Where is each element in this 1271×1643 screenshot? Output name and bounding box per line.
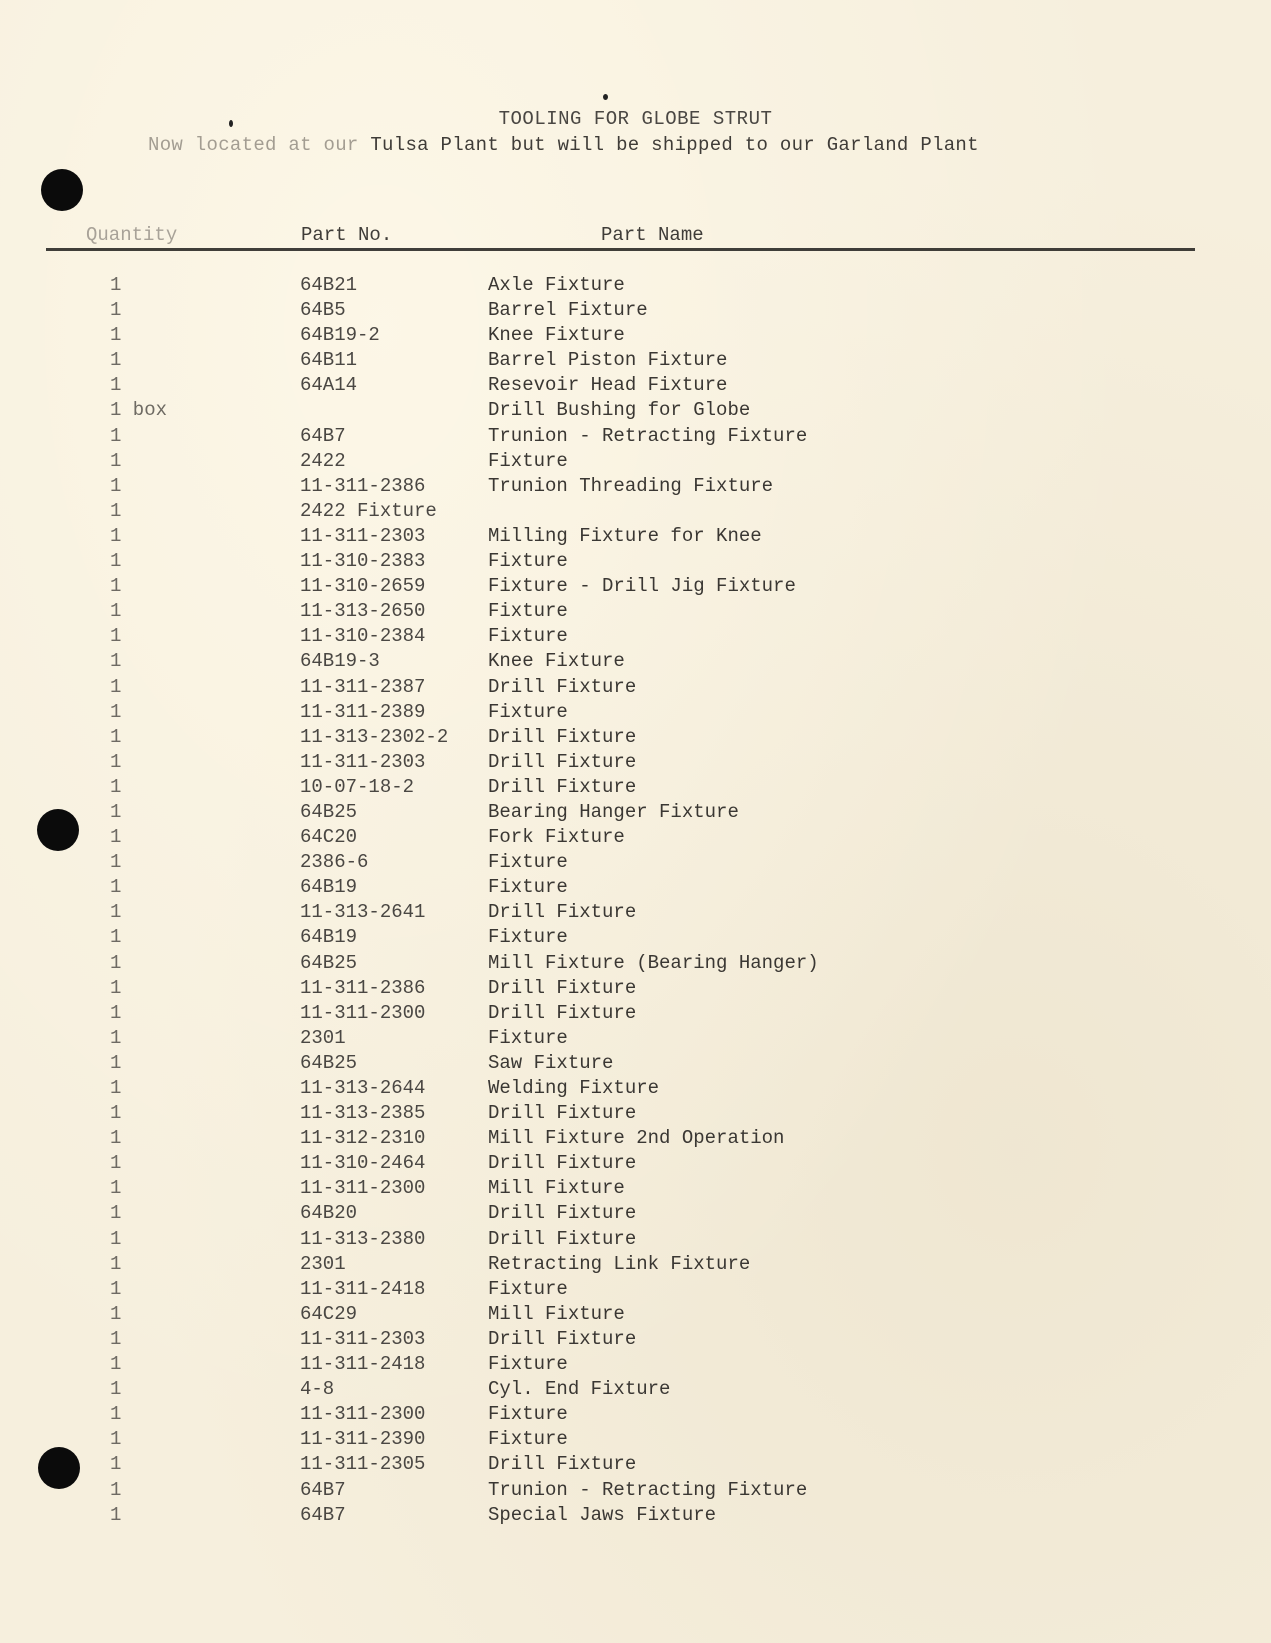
quantity-cell: 1 xyxy=(110,1378,122,1401)
quantity-cell: 1 xyxy=(110,750,122,773)
table-row xyxy=(0,1227,1271,1252)
part-no-cell: 11-313-2302-2 xyxy=(300,725,449,748)
table-row xyxy=(0,1176,1271,1201)
part-name-cell: Knee Fixture xyxy=(488,650,625,673)
quantity-cell: 1 xyxy=(110,1127,122,1150)
part-name-cell: Fixture xyxy=(488,550,568,573)
table-row xyxy=(0,1026,1271,1051)
table-row xyxy=(0,1327,1271,1352)
table-row xyxy=(0,1001,1271,1026)
quantity-cell: 1 xyxy=(110,1252,122,1275)
quantity-cell: 1 xyxy=(110,1277,122,1300)
part-no-cell: 11-311-2386 xyxy=(300,976,426,999)
quantity-cell: 1 xyxy=(110,299,122,322)
table-row xyxy=(0,675,1271,700)
part-no-cell: 11-310-2383 xyxy=(300,550,426,573)
part-name-cell: Barrel Piston Fixture xyxy=(488,349,728,372)
quantity-cell: 1 xyxy=(110,575,122,598)
quantity-cell: 1 xyxy=(110,826,122,849)
subtitle-faded-part: Now located at our xyxy=(148,134,359,156)
part-no-cell: 64B25 xyxy=(300,951,358,974)
part-no-cell: 11-313-2380 xyxy=(300,1227,426,1250)
quantity-cell: 1 xyxy=(110,650,122,673)
table-row xyxy=(0,549,1271,574)
part-name-cell: Drill Fixture xyxy=(488,901,637,924)
quantity-cell: 1 xyxy=(110,1478,122,1501)
quantity-cell: 1 xyxy=(110,449,122,472)
part-name-cell: Trunion - Retracting Fixture xyxy=(488,1478,808,1501)
table-row xyxy=(0,273,1271,298)
table-row xyxy=(0,348,1271,373)
header-rule xyxy=(46,248,1195,251)
table-row xyxy=(0,925,1271,950)
table-row xyxy=(0,1478,1271,1503)
quantity-cell: 1 xyxy=(110,1202,122,1225)
part-no-cell: 11-311-2418 xyxy=(300,1277,426,1300)
quantity-cell: 1 xyxy=(110,1403,122,1426)
part-no-cell: 64B19-3 xyxy=(300,650,380,673)
quantity-cell: 1 xyxy=(110,775,122,798)
table-row xyxy=(0,1201,1271,1226)
quantity-cell: 1 xyxy=(110,1227,122,1250)
part-name-cell: Barrel Fixture xyxy=(488,299,648,322)
quantity-cell: 1 xyxy=(110,1428,122,1451)
part-no-cell: 11-313-2641 xyxy=(300,901,426,924)
part-no-cell: 11-310-2464 xyxy=(300,1152,426,1175)
table-row xyxy=(0,649,1271,674)
part-name-cell: Fixture xyxy=(488,851,568,874)
part-no-cell: 2301 xyxy=(300,1026,346,1049)
table-row xyxy=(0,1377,1271,1402)
part-name-cell: Trunion - Retracting Fixture xyxy=(488,424,808,447)
quantity-cell: 1 xyxy=(110,951,122,974)
quantity-cell: 1 xyxy=(110,374,122,397)
part-no-cell: 11-311-2300 xyxy=(300,1177,426,1200)
part-name-cell: Drill Fixture xyxy=(488,1102,637,1125)
table-row xyxy=(0,1427,1271,1452)
quantity-cell: 1 xyxy=(110,1026,122,1049)
table-row xyxy=(0,499,1271,524)
quantity-cell: 1 xyxy=(110,1453,122,1476)
quantity-cell: 1 xyxy=(110,901,122,924)
part-name-cell: Knee Fixture xyxy=(488,324,625,347)
table-row xyxy=(0,474,1271,499)
part-name-cell: Drill Fixture xyxy=(488,1001,637,1024)
part-no-cell: 11-311-2300 xyxy=(300,1403,426,1426)
part-name-cell: Mill Fixture (Bearing Hanger) xyxy=(488,951,819,974)
part-no-cell: 2301 xyxy=(300,1252,346,1275)
table-row xyxy=(0,398,1271,423)
table-row xyxy=(0,1076,1271,1101)
table-row xyxy=(0,850,1271,875)
part-name-cell: Special Jaws Fixture xyxy=(488,1503,717,1526)
part-no-cell: 64B11 xyxy=(300,349,358,372)
part-name-cell: Drill Bushing for Globe xyxy=(488,399,751,422)
part-no-cell: 64B21 xyxy=(300,274,358,296)
table-row xyxy=(0,373,1271,398)
table-row xyxy=(0,1402,1271,1427)
part-name-cell: Fixture xyxy=(488,600,568,623)
part-no-cell: 64C20 xyxy=(300,826,358,849)
part-name-cell: Fixture xyxy=(488,926,568,949)
quantity-cell: 1 xyxy=(110,349,122,372)
part-name-cell: Trunion Threading Fixture xyxy=(488,474,774,497)
table-row xyxy=(0,424,1271,449)
table-row xyxy=(0,1151,1271,1176)
part-name-cell: Drill Fixture xyxy=(488,675,637,698)
table-row xyxy=(0,449,1271,474)
table-row xyxy=(0,725,1271,750)
column-header-part-name: Part Name xyxy=(601,224,704,246)
quantity-cell: 1 xyxy=(110,976,122,999)
quantity-cell: 1 xyxy=(110,851,122,874)
part-no-cell: 2422 xyxy=(300,449,346,472)
part-name-cell: Drill Fixture xyxy=(488,750,637,773)
table-row xyxy=(0,976,1271,1001)
part-name-cell: Cyl. End Fixture xyxy=(488,1378,671,1401)
part-name-cell: Fixture - Drill Jig Fixture xyxy=(488,575,796,598)
part-no-cell: 64B19 xyxy=(300,926,358,949)
part-no-cell: 4-8 xyxy=(300,1378,335,1401)
part-name-cell: Fixture xyxy=(488,1403,568,1426)
document-subtitle xyxy=(148,134,979,156)
ink-speck xyxy=(603,94,608,100)
part-no-cell: 11-312-2310 xyxy=(300,1127,426,1150)
part-name-cell: Drill Fixture xyxy=(488,1453,637,1476)
part-no-cell: 2386-6 xyxy=(300,851,369,874)
quantity-cell: 1 xyxy=(110,474,122,497)
quantity-cell: 1 xyxy=(110,1302,122,1325)
parts-table xyxy=(0,273,1271,1528)
table-row xyxy=(0,1051,1271,1076)
part-name-cell: Fixture xyxy=(488,449,568,472)
part-no-cell: 64B7 xyxy=(300,424,346,447)
table-row xyxy=(0,599,1271,624)
quantity-cell: 1 xyxy=(110,800,122,823)
quantity-cell: 1 xyxy=(110,600,122,623)
part-name-cell: Retracting Link Fixture xyxy=(488,1252,751,1275)
part-name-cell: Milling Fixture for Knee xyxy=(488,524,762,547)
table-row xyxy=(0,700,1271,725)
part-name-cell: Saw Fixture xyxy=(488,1051,614,1074)
part-no-cell: 10-07-18-2 xyxy=(300,775,415,798)
part-no-cell: 11-310-2659 xyxy=(300,575,426,598)
part-name-cell: Drill Fixture xyxy=(488,976,637,999)
part-name-cell: Fork Fixture xyxy=(488,826,625,849)
part-no-cell: 11-311-2387 xyxy=(300,675,426,698)
quantity-cell: 1 xyxy=(110,876,122,899)
part-name-cell: Fixture xyxy=(488,1026,568,1049)
part-name-cell: Fixture xyxy=(488,625,568,648)
part-name-cell: Resevoir Head Fixture xyxy=(488,374,728,397)
table-row xyxy=(0,875,1271,900)
quantity-cell: 1 xyxy=(110,1327,122,1350)
column-header-quantity: Quantity xyxy=(86,224,178,246)
table-row xyxy=(0,750,1271,775)
part-no-cell: 11-311-2390 xyxy=(300,1428,426,1451)
table-row xyxy=(0,1302,1271,1327)
subtitle-main-part: Tulsa Plant but will be shipped to our Garland Plant xyxy=(358,134,979,156)
table-row xyxy=(0,624,1271,649)
part-name-cell: Drill Fixture xyxy=(488,1227,637,1250)
part-no-cell: 64B20 xyxy=(300,1202,358,1225)
quantity-cell: 1 xyxy=(110,1077,122,1099)
part-name-cell: Fixture xyxy=(488,1277,568,1300)
table-row xyxy=(0,524,1271,549)
part-name-cell: Fixture xyxy=(488,876,568,899)
part-no-cell: 64B7 xyxy=(300,1478,346,1501)
table-row xyxy=(0,951,1271,976)
part-no-cell: 11-311-2386 xyxy=(300,474,426,497)
table-row xyxy=(0,1277,1271,1302)
part-name-cell: Fixture xyxy=(488,1428,568,1451)
quantity-cell: 1 xyxy=(110,324,122,347)
part-no-cell: 64A14 xyxy=(300,374,358,397)
punch-hole-top xyxy=(41,169,83,211)
quantity-cell: 1 box xyxy=(110,399,168,422)
quantity-cell: 1 xyxy=(110,1503,122,1526)
part-no-cell: 11-311-2300 xyxy=(300,1001,426,1024)
part-name-cell: Fixture xyxy=(488,700,568,723)
table-row xyxy=(0,323,1271,348)
part-name-cell: Axle Fixture xyxy=(488,274,625,296)
table-row xyxy=(0,574,1271,599)
table-row xyxy=(0,1126,1271,1151)
part-name-cell: Mill Fixture 2nd Operation xyxy=(488,1127,785,1150)
part-no-cell: 64B25 xyxy=(300,1051,358,1074)
quantity-cell: 1 xyxy=(110,424,122,447)
quantity-cell: 1 xyxy=(110,1051,122,1074)
quantity-cell: 1 xyxy=(110,1177,122,1200)
part-name-cell: Mill Fixture xyxy=(488,1302,625,1325)
part-name-cell: Fixture xyxy=(488,1353,568,1376)
part-name-cell: Bearing Hanger Fixture xyxy=(488,800,739,823)
part-no-cell: 64B19 xyxy=(300,876,358,899)
column-header-part-no: Part No. xyxy=(301,224,393,246)
table-row xyxy=(0,1452,1271,1477)
quantity-cell: 1 xyxy=(110,1102,122,1125)
table-row xyxy=(0,800,1271,825)
table-row xyxy=(0,825,1271,850)
part-name-cell: Welding Fixture xyxy=(488,1077,660,1099)
part-no-cell: 11-311-2418 xyxy=(300,1353,426,1376)
part-no-cell: 11-313-2385 xyxy=(300,1102,426,1125)
quantity-cell: 1 xyxy=(110,1001,122,1024)
quantity-cell: 1 xyxy=(110,274,122,296)
part-no-cell: 64B25 xyxy=(300,800,358,823)
table-row xyxy=(0,1352,1271,1377)
part-no-cell: 2422 Fixture xyxy=(300,499,437,522)
table-row xyxy=(0,900,1271,925)
part-name-cell: Drill Fixture xyxy=(488,1327,637,1350)
table-row xyxy=(0,1101,1271,1126)
part-no-cell: 11-313-2644 xyxy=(300,1077,426,1099)
part-no-cell: 64C29 xyxy=(300,1302,358,1325)
document-title: TOOLING FOR GLOBE STRUT xyxy=(498,108,773,130)
part-no-cell: 11-311-2303 xyxy=(300,750,426,773)
quantity-cell: 1 xyxy=(110,524,122,547)
quantity-cell: 1 xyxy=(110,675,122,698)
quantity-cell: 1 xyxy=(110,550,122,573)
part-no-cell: 64B7 xyxy=(300,1503,346,1526)
quantity-cell: 1 xyxy=(110,1353,122,1376)
part-name-cell: Drill Fixture xyxy=(488,1202,637,1225)
quantity-cell: 1 xyxy=(110,926,122,949)
table-row xyxy=(0,298,1271,323)
part-name-cell: Mill Fixture xyxy=(488,1177,625,1200)
quantity-cell: 1 xyxy=(110,725,122,748)
table-row xyxy=(0,1252,1271,1277)
quantity-cell: 1 xyxy=(110,499,122,522)
part-no-cell: 11-310-2384 xyxy=(300,625,426,648)
part-name-cell: Drill Fixture xyxy=(488,775,637,798)
quantity-cell: 1 xyxy=(110,1152,122,1175)
part-no-cell: 64B19-2 xyxy=(300,324,380,347)
quantity-cell: 1 xyxy=(110,625,122,648)
part-name-cell: Drill Fixture xyxy=(488,725,637,748)
part-no-cell: 64B5 xyxy=(300,299,346,322)
part-no-cell: 11-313-2650 xyxy=(300,600,426,623)
table-row xyxy=(0,775,1271,800)
quantity-cell: 1 xyxy=(110,700,122,723)
part-name-cell: Drill Fixture xyxy=(488,1152,637,1175)
part-no-cell: 11-311-2305 xyxy=(300,1453,426,1476)
part-no-cell: 11-311-2303 xyxy=(300,524,426,547)
part-no-cell: 11-311-2303 xyxy=(300,1327,426,1350)
table-row xyxy=(0,1503,1271,1528)
part-no-cell: 11-311-2389 xyxy=(300,700,426,723)
